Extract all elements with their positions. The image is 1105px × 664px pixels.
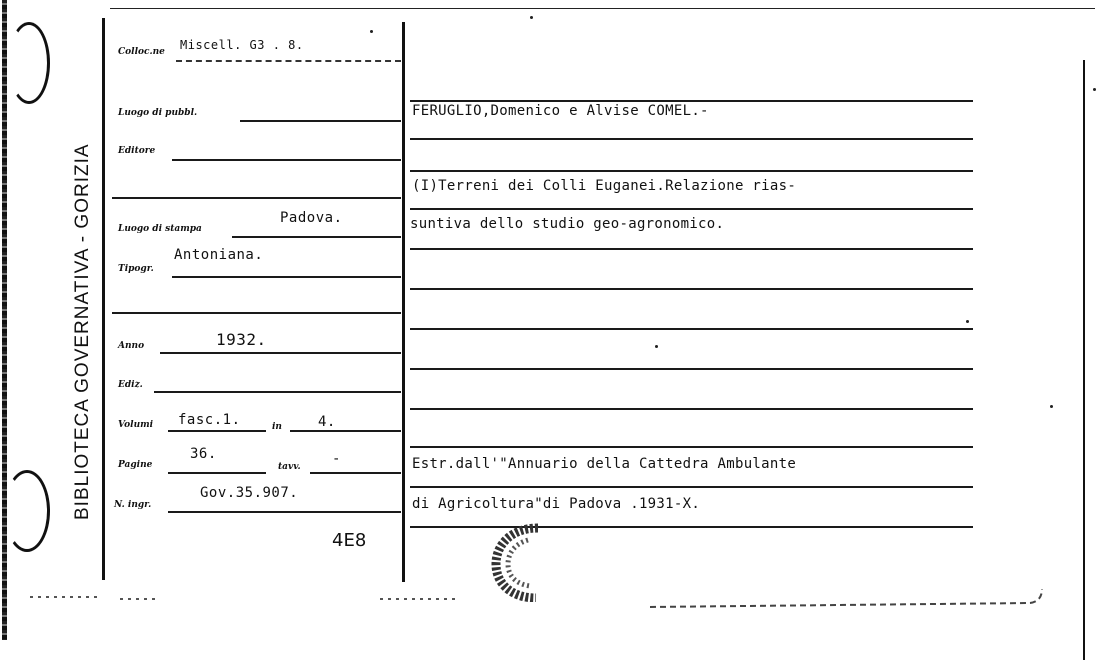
rule-anno bbox=[160, 352, 401, 354]
value-anno: 1932. bbox=[216, 330, 267, 349]
bottom-edge-dashes bbox=[20, 585, 1080, 615]
label-anno: Anno bbox=[118, 341, 145, 351]
value-volumi: fasc.1. bbox=[178, 412, 241, 428]
rule-tavole bbox=[310, 472, 401, 474]
rule-right-8 bbox=[410, 368, 973, 370]
label-editore: Editore bbox=[118, 146, 156, 156]
value-pagine: 36. bbox=[190, 446, 217, 462]
punch-hole-top bbox=[8, 22, 50, 104]
rule-right-9 bbox=[410, 408, 973, 410]
label-pagine: Pagine bbox=[118, 460, 153, 470]
left-margin-rule bbox=[102, 18, 105, 580]
speck bbox=[370, 30, 373, 33]
value-tavole: - bbox=[332, 451, 341, 467]
value-collocazione: Miscell. G3 . 8. bbox=[180, 38, 304, 52]
punch-hole-bottom bbox=[4, 470, 50, 552]
card-top-edge bbox=[110, 8, 1095, 9]
rule-right-7 bbox=[410, 328, 973, 330]
rule-right-3 bbox=[410, 170, 973, 172]
rule-volumi bbox=[168, 430, 266, 432]
rule-collocazione bbox=[176, 60, 401, 62]
rule-ediz bbox=[154, 391, 401, 393]
card-right-edge bbox=[1083, 60, 1085, 660]
entry-line-note-2: di Agricoltura"di Padova .1931-X. bbox=[412, 496, 701, 512]
rule-luogo-pubbl bbox=[240, 120, 401, 122]
entry-line-author: FERUGLIO,Domenico e Alvise COMEL.- bbox=[412, 103, 709, 119]
center-divider bbox=[402, 22, 405, 582]
rule-luogo-stampa bbox=[232, 236, 401, 238]
card-left-edge bbox=[2, 0, 7, 640]
library-name: BIBLIOTECA GOVERNATIVA - GORIZIA bbox=[72, 143, 93, 520]
speck bbox=[1050, 405, 1053, 408]
label-volumi: Volumi bbox=[118, 420, 154, 430]
rule-right-10 bbox=[410, 446, 973, 448]
speck bbox=[530, 16, 533, 19]
rule-in bbox=[290, 430, 401, 432]
entry-line-note-1: Estr.dall'"Annuario della Cattedra Ambulante bbox=[412, 456, 797, 472]
label-luogo-pubbl: Luogo di pubbl. bbox=[118, 108, 198, 118]
speck bbox=[966, 320, 969, 323]
rule-right-1 bbox=[410, 100, 973, 102]
value-luogo-stampa: Padova. bbox=[280, 210, 343, 226]
rule-editore bbox=[172, 159, 401, 161]
entry-line-title-2: suntiva dello studio geo-agronomico. bbox=[410, 216, 725, 232]
rule-right-5 bbox=[410, 248, 973, 250]
rule-right-4 bbox=[410, 208, 973, 210]
label-tavole: tavv. bbox=[278, 462, 301, 472]
rule-n-ingr bbox=[168, 511, 401, 513]
rule-pagine bbox=[168, 472, 266, 474]
label-ediz: Ediz. bbox=[118, 380, 143, 390]
rule-right-6 bbox=[410, 288, 973, 290]
label-in: in bbox=[272, 422, 282, 432]
entry-line-title-1: (I)Terreni dei Colli Euganei.Relazione rias- bbox=[412, 178, 797, 194]
speck bbox=[655, 345, 658, 348]
label-luogo-stampa: Luogo di stampa bbox=[118, 224, 202, 234]
label-collocazione: Colloc.ne bbox=[118, 47, 165, 57]
value-n-ingr: Gov.35.907. bbox=[200, 485, 299, 501]
speck bbox=[1093, 88, 1096, 91]
rule-right-11 bbox=[410, 486, 973, 488]
label-n-ingr: N. ingr. bbox=[114, 500, 152, 510]
value-in: 4. bbox=[318, 414, 336, 430]
rule-right-2 bbox=[410, 138, 973, 140]
rule-blank-1 bbox=[112, 197, 401, 199]
rule-blank-2 bbox=[112, 312, 401, 314]
handwritten-number: 4E8 bbox=[332, 530, 367, 551]
value-tipografia: Antoniana. bbox=[174, 247, 264, 263]
rule-tipografia bbox=[172, 276, 401, 278]
label-tipografia: Tipogr. bbox=[118, 264, 154, 274]
